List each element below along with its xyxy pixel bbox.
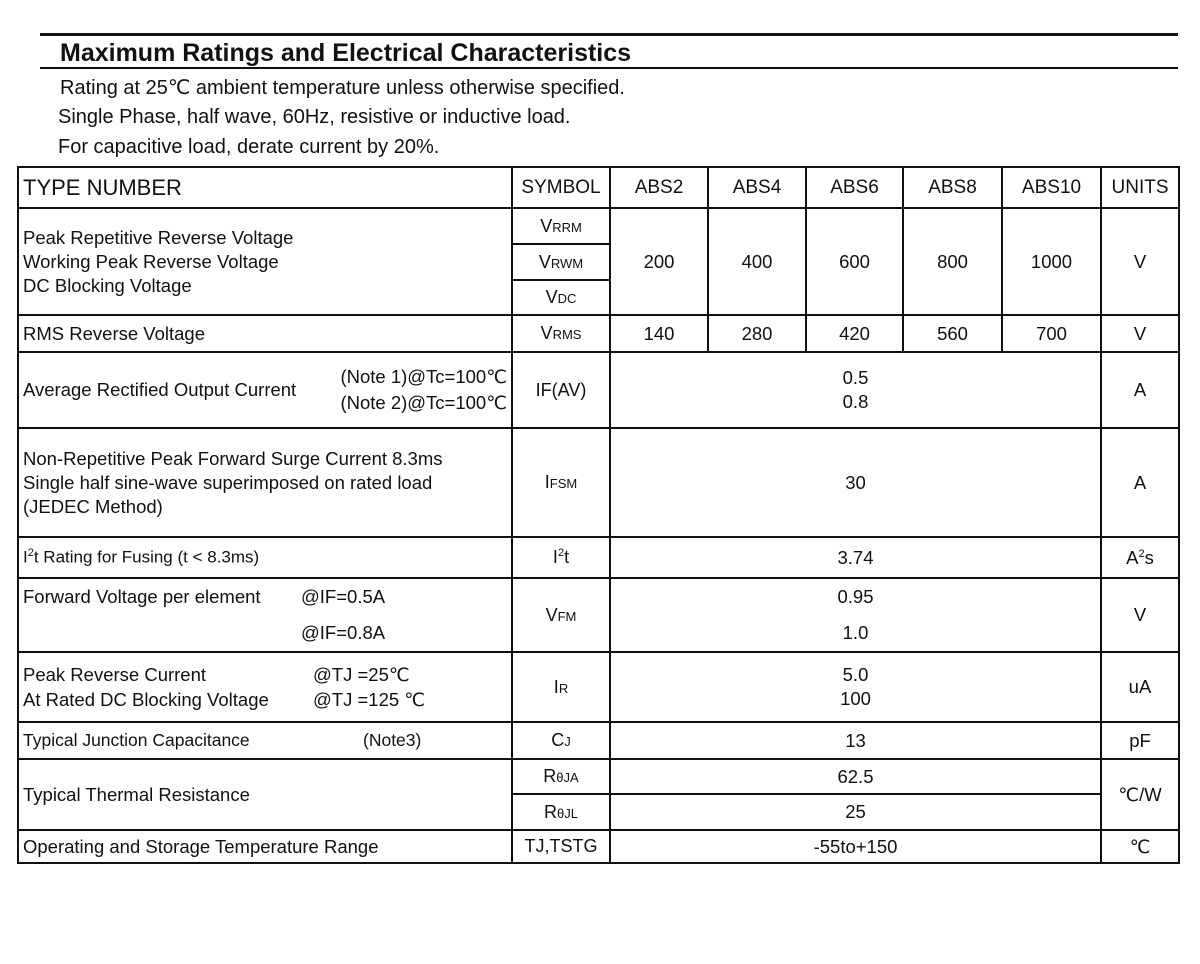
symbol-rthja: RθJA: [512, 759, 610, 794]
symbol-ifav: IF(AV): [512, 352, 610, 428]
header-part-abs6: ABS6: [806, 167, 903, 208]
value-abs10-peak: 1000: [1002, 208, 1101, 315]
table-row-temperature: [18, 830, 1179, 863]
value-abs6-peak: 600: [806, 208, 903, 315]
value-capacitance: 13: [610, 722, 1101, 759]
symbol-rthjl: RθJL: [512, 794, 610, 830]
symbol-cj: CJ: [512, 722, 610, 759]
note-ambient: Rating at 25℃ ambient temperature unless otherwise specified.: [60, 77, 625, 99]
value-forward-voltage: [610, 578, 1101, 652]
param-thermal: Typical Thermal Resistance: [18, 759, 512, 830]
cond-tj-25: @TJ =25℃: [313, 664, 410, 685]
param-dc-blocking: DC Blocking Voltage: [23, 274, 192, 296]
table-row-avg-current: [18, 352, 1179, 428]
unit-peak-voltage: V: [1101, 208, 1179, 315]
value-abs8-rms: 560: [903, 315, 1002, 352]
symbol-ifsm: IFSM: [512, 428, 610, 537]
note-capacitive: For capacitive load, derate current by 20%.: [58, 136, 440, 158]
value-surge: 30: [610, 428, 1101, 537]
param-avg-current: [18, 352, 512, 428]
header-part-abs2: ABS2: [610, 167, 708, 208]
param-rms-voltage: RMS Reverse Voltage: [18, 315, 512, 352]
value-abs2-peak: 200: [610, 208, 708, 315]
value-abs4-rms: 280: [708, 315, 806, 352]
header-symbol: SYMBOL: [512, 167, 610, 208]
value-thermal-ja: 62.5: [610, 759, 1101, 794]
cond-tj-125: @TJ =125 ℃: [313, 689, 426, 710]
param-reverse-current-1: Peak Reverse Current: [23, 664, 207, 685]
value-abs8-peak: 800: [903, 208, 1002, 315]
table-row-peak-voltage: [18, 208, 1179, 244]
table-row-surge: [18, 428, 1179, 537]
value-avg-current: [610, 352, 1101, 428]
value-ir-2: 100: [840, 688, 871, 709]
symbol-vrwm: VRWM: [512, 244, 610, 280]
cond-note2: (Note 2)@Tc=100℃: [340, 392, 507, 413]
symbol-vrms: VRMS: [512, 315, 610, 352]
value-temperature: -55to+150: [610, 830, 1101, 863]
param-reverse-current: [18, 652, 512, 722]
param-capacitance-label: Typical Junction Capacitance: [23, 730, 250, 750]
param-i2t: $I^2t$ Rating for Fusing (t < 8.3ms): [18, 537, 512, 578]
value-abs2-rms: 140: [610, 315, 708, 352]
page-title: Maximum Ratings and Electrical Characteristics: [60, 39, 632, 67]
table-row-thermal: [18, 759, 1179, 794]
param-reverse-current-2: At Rated DC Blocking Voltage: [23, 689, 269, 710]
value-ir-1: 5.0: [842, 664, 869, 685]
title-underline: [40, 67, 1178, 69]
param-forward-voltage: [18, 578, 512, 652]
param-surge-3: (JEDEC Method): [23, 495, 163, 517]
symbol-ir: IR: [512, 652, 610, 722]
unit-thermal: ℃/W: [1101, 759, 1179, 830]
top-rule: [40, 33, 1178, 36]
header-units: UNITS: [1101, 167, 1179, 208]
cond-if-08: @IF=0.8A: [301, 622, 386, 643]
unit-rms: V: [1101, 315, 1179, 352]
cond-if-05: @IF=0.5A: [301, 586, 386, 607]
ratings-table: [17, 166, 1180, 864]
unit-reverse-current: uA: [1101, 652, 1179, 722]
header-type-number: TYPE NUMBER: [18, 167, 512, 208]
value-reverse-current: [610, 652, 1101, 722]
header-part-abs10: ABS10: [1002, 167, 1101, 208]
value-i2t: 3.74: [610, 537, 1101, 578]
param-surge-2: Single half sine-wave superimposed on rated load: [23, 471, 433, 493]
param-temperature: Operating and Storage Temperature Range: [18, 830, 512, 863]
param-forward-voltage-label: Forward Voltage per element: [23, 586, 261, 607]
param-capacitance: [18, 722, 512, 759]
unit-capacitance: pF: [1101, 722, 1179, 759]
param-avg-current-label: Average Rectified Output Current: [23, 379, 297, 400]
cond-note3: (Note3): [363, 730, 422, 750]
value-vf-2: 1.0: [842, 622, 869, 643]
value-avg-current-1: 0.5: [842, 367, 869, 388]
note-single-phase: Single Phase, half wave, 60Hz, resistive or inductive load.: [58, 106, 571, 128]
param-working-peak: Working Peak Reverse Voltage: [23, 250, 279, 272]
unit-avg-current: A: [1101, 352, 1179, 428]
param-surge: [18, 428, 512, 537]
unit-surge: A: [1101, 428, 1179, 537]
param-peak-voltage: [18, 208, 512, 315]
unit-temperature: ℃: [1101, 830, 1179, 863]
value-abs6-rms: 420: [806, 315, 903, 352]
symbol-i2t: $I^2t$: [512, 537, 610, 578]
symbol-vrrm: VRRM: [512, 208, 610, 244]
header-part-abs8: ABS8: [903, 167, 1002, 208]
value-thermal-jl: 25: [610, 794, 1101, 830]
value-abs4-peak: 400: [708, 208, 806, 315]
table-row-forward-voltage: [18, 578, 1179, 652]
value-avg-current-2: 0.8: [842, 391, 869, 412]
value-abs10-rms: 700: [1002, 315, 1101, 352]
unit-forward-voltage: V: [1101, 578, 1179, 652]
table-row-rms: [18, 315, 1179, 352]
header-row: [18, 167, 1179, 208]
value-vf-1: 0.95: [837, 586, 874, 607]
table-row-capacitance: [18, 722, 1179, 759]
param-peak-repetitive: Peak Repetitive Reverse Voltage: [23, 226, 294, 248]
unit-i2t: $A^2s$: [1101, 537, 1179, 578]
cond-note1: (Note 1)@Tc=100℃: [340, 366, 507, 387]
symbol-tj-tstg: TJ,TSTG: [512, 830, 610, 863]
symbol-vdc: VDC: [512, 280, 610, 315]
table-row-reverse-current: [18, 652, 1179, 722]
param-surge-1: Non-Repetitive Peak Forward Surge Current 8.3ms: [23, 447, 443, 469]
table-row-i2t: [18, 537, 1179, 578]
header-part-abs4: ABS4: [708, 167, 806, 208]
symbol-vfm: VFM: [512, 578, 610, 652]
